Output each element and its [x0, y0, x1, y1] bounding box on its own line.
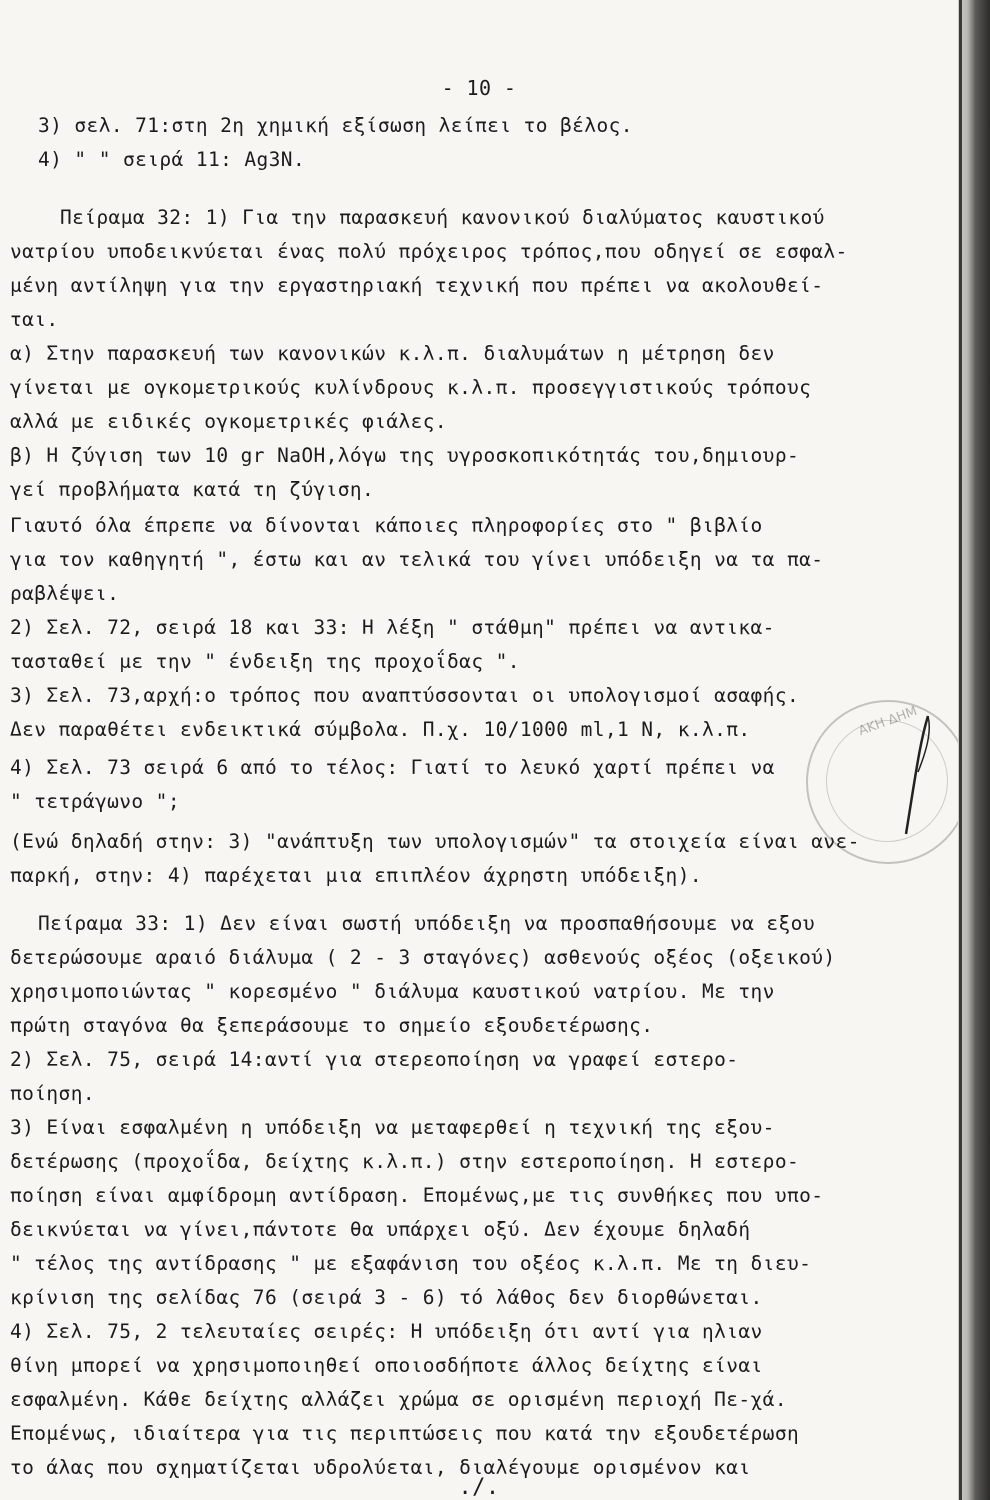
text-line: 4) " " σειρά 11: Ag3N. — [38, 148, 306, 171]
text-line: β) Η ζύγιση των 10 gr NaOH,λόγω της υγροσκοπικότητάς του,δημιουρ- — [10, 444, 800, 467]
stamp-text: ΑΚΗ ΔΗΜ — [856, 703, 920, 740]
text-line: κρίνιση της σελίδας 76 (σειρά 3 - 6) τό λάθος δεν διορθώνεται. — [10, 1286, 763, 1309]
experiment-33-line: Πείραμα 33: 1) Δεν είναι σωστή υπόδειξη να προσπαθήσουμε να εξου — [38, 912, 815, 935]
text-line: 3) Σελ. 73,αρχή:ο τρόπος που αναπτύσσονται οι υπολογισμοί ασαφής. — [10, 684, 800, 707]
scan-binding-line — [959, 0, 962, 1500]
continuation-mark: ./. — [458, 1475, 500, 1500]
text-line: 2) Σελ. 75, σειρά 14:αντί για στερεοποίηση να γραφεί εστερο- — [10, 1048, 739, 1071]
text-line: ραβλέψει. — [10, 582, 120, 605]
text-line: 3) Είναι εσφαλμένη η υπόδειξη να μεταφερθεί η τεχνική της εξου- — [10, 1116, 775, 1139]
pen-mark-icon — [898, 712, 938, 842]
text-line: 3) σελ. 71:στη 2η χημική εξίσωση λείπει το βέλος. — [38, 114, 633, 137]
text-line: θίνη μπορεί να χρησιμοποιηθεί οποιοσδήποτε άλλος δείχτης είναι — [10, 1354, 763, 1377]
text-line: παρκή, στην: 4) παρέχεται μια επιπλέον άχρηστη υπόδειξη). — [10, 864, 702, 887]
text-line: τασταθεί με την " ένδειξη της προχοΐδας ". — [10, 650, 520, 673]
text-line: 4) Σελ. 73 σειρά 6 από το τέλος: Γιατί το λευκό χαρτί πρέπει να — [10, 756, 775, 779]
text-line: γίνεται με ογκομετρικούς κυλίνδρους κ.λ.π. προσεγγιστικούς τρόπους — [10, 376, 812, 399]
text-line: εσφαλμένη. Κάθε δείχτης αλλάζει χρώμα σε ορισμένη περιοχή Πε-χά. — [10, 1388, 787, 1411]
text-line: νατρίου υποδεικνύεται ένας πολύ πρόχειρος τρόπος,που οδηγεί σε εσφαλ- — [10, 240, 848, 263]
scan-binding-edge — [958, 0, 990, 1500]
text-line: Δεν παραθέτει ενδεικτικά σύμβολα. Π.χ. 10/1000 ml,1 N, κ.λ.π. — [10, 718, 751, 741]
text-line: μένη αντίληψη για την εργαστηριακή τεχνική που πρέπει να ακολουθεί- — [10, 274, 824, 297]
text-line: για τον καθηγητή ", έστω και αν τελικά του γίνει υπόδειξη να τα πα- — [10, 548, 824, 571]
text-line: δετερώσουμε αραιό διάλυμα ( 2 - 3 σταγόνες) ασθενούς οξέος (οξεικού) — [10, 946, 836, 969]
text-line: 2) Σελ. 72, σειρά 18 και 33: Η λέξη " στάθμη" πρέπει να αντικα- — [10, 616, 775, 639]
text-line: Γιαυτό όλα έπρεπε να δίνονται κάποιες πληροφορίες στο " βιβλίο — [10, 514, 763, 537]
text-line: πρώτη σταγόνα θα ξεπεράσουμε το σημείο εξουδετέρωσης. — [10, 1014, 654, 1037]
text-line: " τετράγωνο "; — [10, 790, 180, 813]
text-line: Επομένως, ιδιαίτερα για τις περιπτώσεις που κατά την εξουδετέρωση — [10, 1422, 800, 1445]
page-number: - 10 - — [441, 76, 517, 100]
text-line: δετέρωσης (προχοΐδα, δείχτης κ.λ.π.) στην εστεροποίηση. Η εστερο- — [10, 1150, 800, 1173]
experiment-32-line: Πείραμα 32: 1) Για την παρασκευή κανονικού διαλύματος καυστικού — [60, 206, 825, 229]
text-line: α) Στην παρασκευή των κανονικών κ.λ.π. διαλυμάτων η μέτρηση δεν — [10, 342, 775, 365]
text-line: δεικνύεται να γίνει,πάντοτε θα υπάρχει οξύ. Δεν έχουμε δηλαδή — [10, 1218, 751, 1241]
text-line: 4) Σελ. 75, 2 τελευταίες σειρές: Η υπόδειξη ότι αντί για ηλιαν — [10, 1320, 763, 1343]
text-line: το άλας που σχηματίζεται υδρολύεται, διαλέγουμε ορισμένον και — [10, 1456, 751, 1479]
official-stamp — [806, 700, 970, 864]
text-line: χρησιμοποιώντας " κορεσμένο " διάλυμα καυστικού νατρίου. Με την — [10, 980, 775, 1003]
text-line: ποίηση είναι αμφίδρομη αντίδραση. Επομένως,με τις συνθήκες που υπο- — [10, 1184, 824, 1207]
text-line: " τέλος της αντίδρασης " με εξαφάνιση του οξέος κ.λ.π. Με τη διευ- — [10, 1252, 812, 1275]
text-line: αλλά με ειδικές ογκομετρικές φιάλες. — [10, 410, 448, 433]
text-line: ται. — [10, 308, 59, 331]
text-line: ποίηση. — [10, 1082, 95, 1105]
text-line: (Ενώ δηλαδή στην: 3) "ανάπτυξη των υπολογισμών" τα στοιχεία είναι ανε- — [10, 830, 860, 853]
text-line: γεί προβλήματα κατά τη ζύγιση. — [10, 478, 375, 501]
